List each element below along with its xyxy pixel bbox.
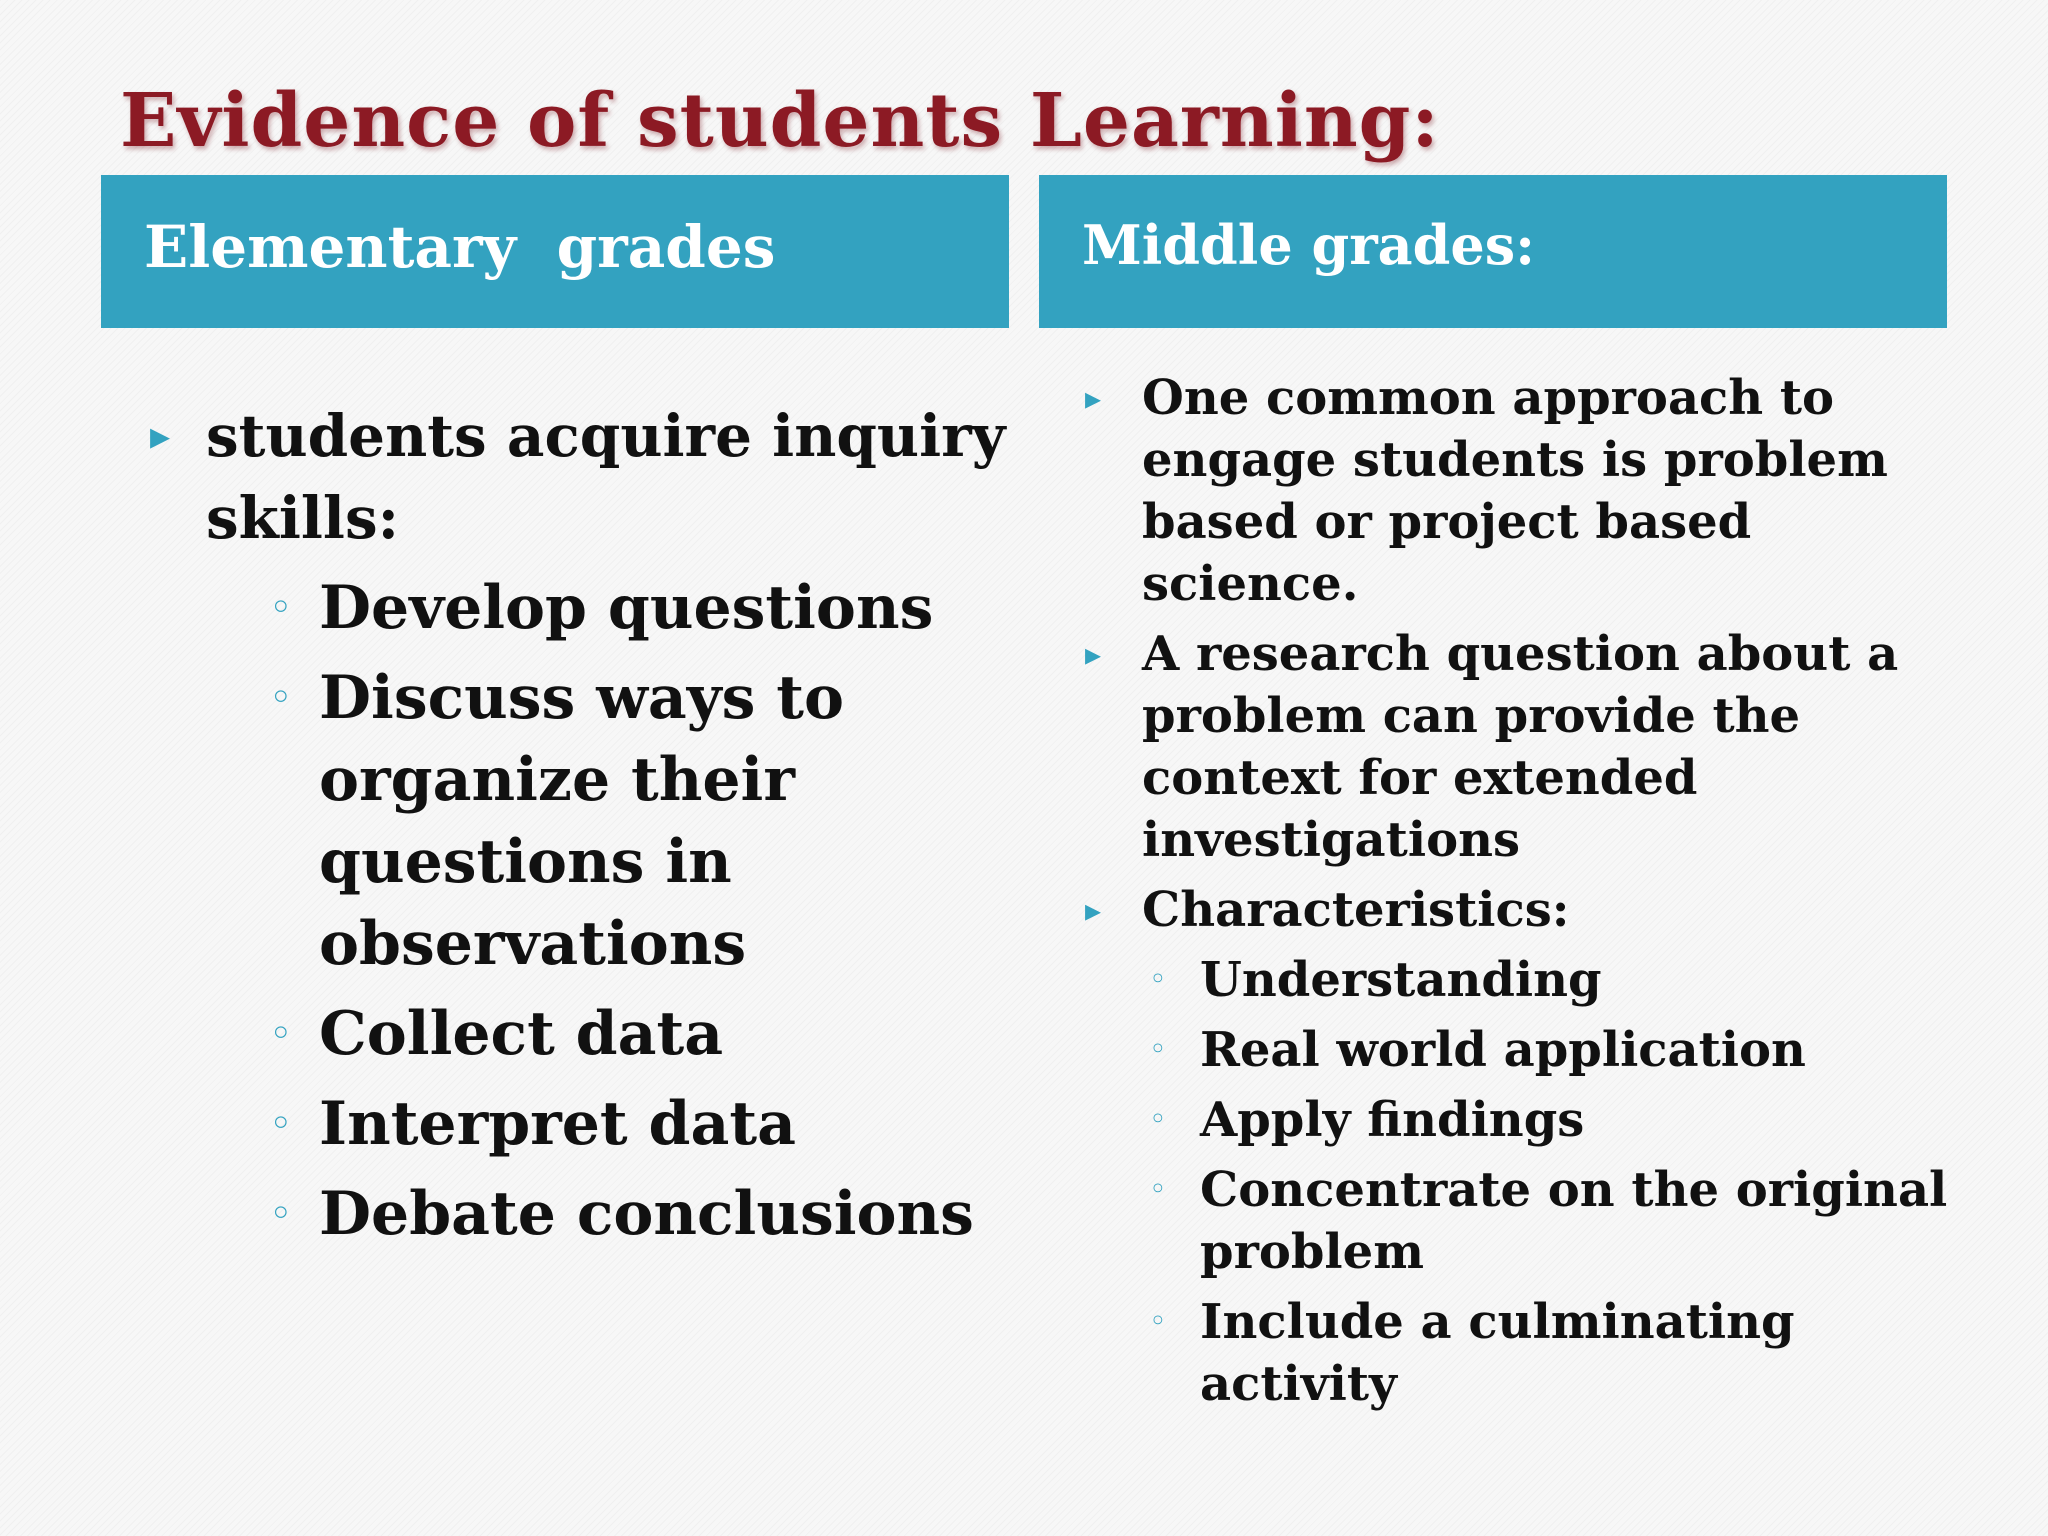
sub-item xyxy=(206,657,1020,985)
slide-title: Evidence of students Learning: xyxy=(120,78,1440,164)
triangle-bullet-icon: ▸ xyxy=(1085,891,1102,929)
triangle-bullet-icon: ▸ xyxy=(150,412,171,459)
elementary-grades-column xyxy=(150,395,1020,1255)
sub-item-text: Debate conclusions xyxy=(319,1179,974,1249)
sub-item-text: Discuss ways to organize their questions in observations xyxy=(319,663,844,979)
triangle-bullet-icon: ▸ xyxy=(1085,379,1102,417)
circle-bullet-icon: ◦ xyxy=(1149,1304,1167,1339)
sub-item-text: Collect data xyxy=(319,999,724,1069)
sub-item-text: Understanding xyxy=(1200,952,1602,1008)
circle-bullet-icon: ◦ xyxy=(269,1101,293,1147)
circle-bullet-icon: ◦ xyxy=(269,1011,293,1057)
elementary-bullet-list xyxy=(150,395,1020,1255)
sub-item-text: Interpret data xyxy=(319,1089,796,1159)
sub-item-text: Apply findings xyxy=(1200,1092,1585,1148)
sub-item-text: Concentrate on the original problem xyxy=(1200,1162,1948,1280)
bullet-text: Characteristics: xyxy=(1142,882,1570,938)
middle-subitem-list xyxy=(1085,949,1965,1415)
middle-bullet-list xyxy=(1085,367,1965,941)
circle-bullet-icon: ◦ xyxy=(1149,1032,1167,1067)
bullet-item xyxy=(1085,879,1965,941)
sub-item xyxy=(206,1083,1020,1165)
sub-item xyxy=(1085,1291,1965,1415)
circle-bullet-icon: ◦ xyxy=(1149,1172,1167,1207)
sub-item xyxy=(206,993,1020,1075)
bullet-text: A research question about a problem can provide the context for extended investigations xyxy=(1142,626,1899,868)
middle-grades-header: Middle grades: xyxy=(1039,175,1947,328)
sub-item-text: Real world application xyxy=(1200,1022,1806,1078)
middle-grades-column xyxy=(1085,367,1965,1423)
bullet-item xyxy=(1085,367,1965,615)
sub-item xyxy=(1085,949,1965,1011)
sub-item-text: Include a culminating activity xyxy=(1200,1294,1795,1412)
bullet-item xyxy=(150,395,1020,1255)
circle-bullet-icon: ◦ xyxy=(1149,962,1167,997)
circle-bullet-icon: ◦ xyxy=(269,1191,293,1237)
sub-item xyxy=(1085,1019,1965,1081)
sub-item xyxy=(206,567,1020,649)
circle-bullet-icon: ◦ xyxy=(269,675,293,721)
elementary-grades-header: Elementary grades xyxy=(101,175,1009,328)
triangle-bullet-icon: ▸ xyxy=(1085,635,1102,673)
circle-bullet-icon: ◦ xyxy=(1149,1102,1167,1137)
sub-item xyxy=(206,1173,1020,1255)
sub-item xyxy=(1085,1159,1965,1283)
elementary-subitem-list xyxy=(206,567,1020,1255)
bullet-item xyxy=(1085,623,1965,871)
sub-item xyxy=(1085,1089,1965,1151)
bullet-text: One common approach to engage students is problem based or project based science. xyxy=(1142,370,1888,612)
circle-bullet-icon: ◦ xyxy=(269,585,293,631)
sub-item-text: Develop questions xyxy=(319,573,934,643)
bullet-text: students acquire inquiry skills: xyxy=(206,402,1006,552)
